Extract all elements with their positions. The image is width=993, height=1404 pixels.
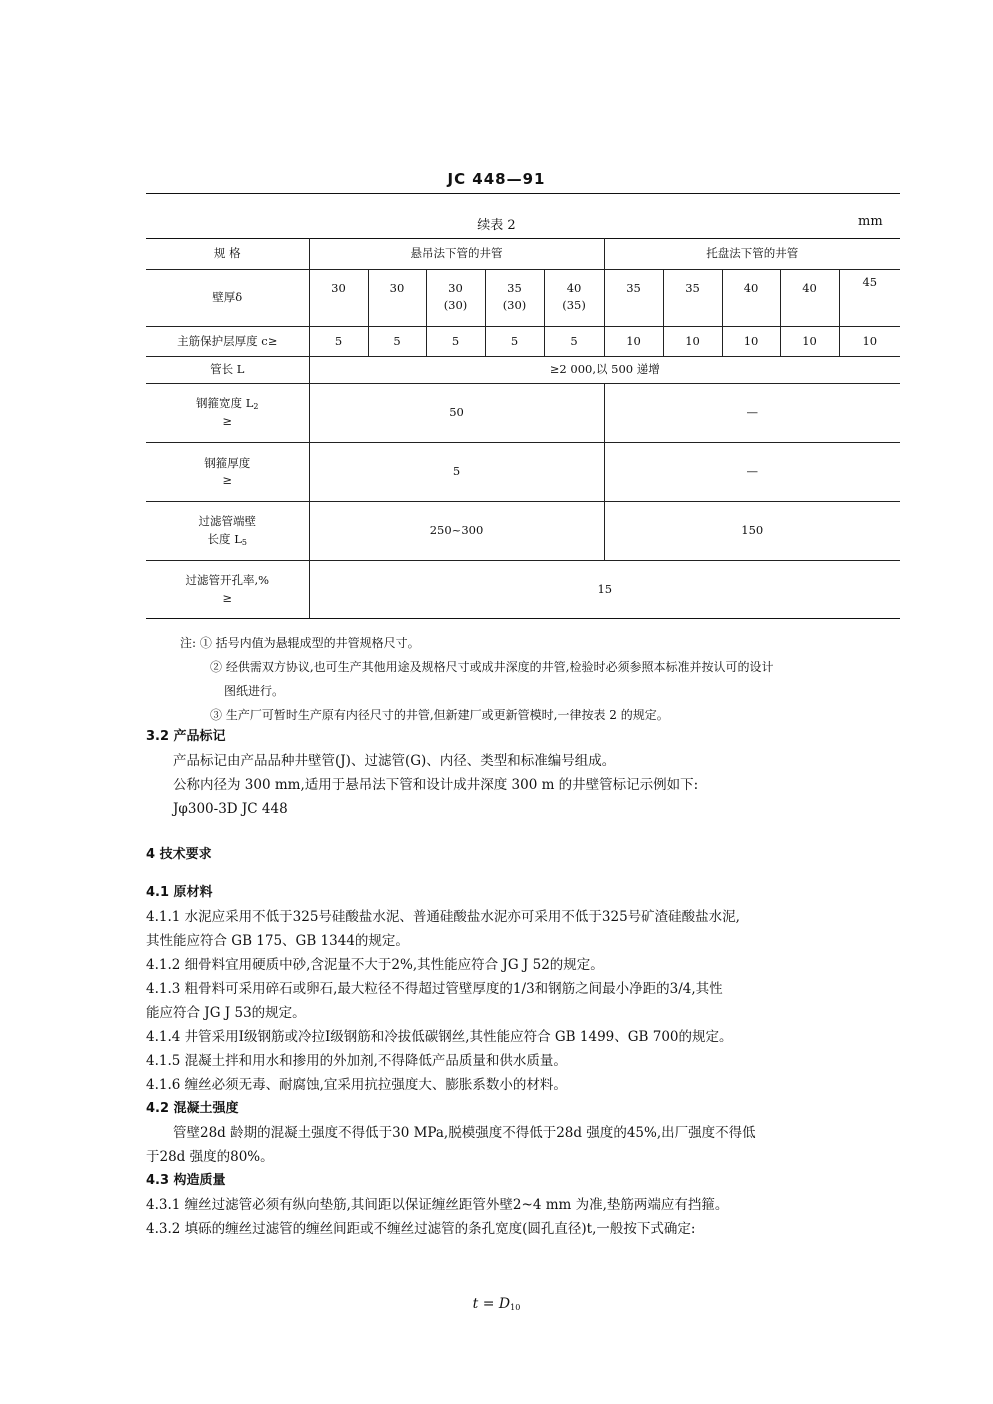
- header-group-tray: 托盘法下管的井管: [604, 239, 900, 270]
- table-cell: 40: [780, 270, 839, 327]
- table-cell: 30: [368, 270, 426, 327]
- paragraph: 管壁28d 龄期的混凝土强度不得低于30 MPa,脱模强度不得低于28d 强度的45%,出厂强度不得低: [173, 1125, 756, 1141]
- clause-4-3-1: 4.3.1 缠丝过滤管必须有纵向垫筋,其间距以保证缠丝距管外壁2~4 mm 为准,垫筋两端应有挡箍。: [146, 1197, 729, 1213]
- section-4-1: [146, 881, 906, 1241]
- bracket-value: (30): [502, 298, 527, 313]
- row-label-filter-end: 过滤管端壁 长度 $L_5$: [146, 502, 309, 561]
- clause-4-1-3: 4.1.3 粗骨料可采用碎石或卵石,最大粒径不得超过管壁厚度的1/3和钢筋之间最小净距的3/4,其性: [146, 981, 723, 997]
- table-cell: 150: [604, 502, 900, 561]
- note-1: 注: ① 括号内值为悬辊成型的井管规格尺寸。: [180, 636, 420, 650]
- table-row-length: [146, 357, 900, 384]
- row-label-cover: 主筋保护层厚度 c≥: [146, 327, 309, 357]
- row-label-length: 管长 L: [146, 357, 309, 384]
- clause-4-1-1: 4.1.1 水泥应采用不低于325号硅酸盐水泥、普通硅酸盐水泥亦可采用不低于325号矿渣硅酸盐水泥,: [146, 909, 740, 925]
- table-cell: 10: [780, 327, 839, 357]
- table-unit: mm: [858, 214, 883, 229]
- note-2-continued: 图纸进行。: [224, 684, 285, 698]
- clause-4-1-6: 4.1.6 缠丝必须无毒、耐腐蚀,宜采用抗拉强度大、膨胀系数小的材料。: [146, 1077, 567, 1093]
- table-cell: 45: [839, 270, 900, 327]
- row-label-hoop-width: 钢箍宽度 $L_2$ ≥: [146, 384, 309, 443]
- note-3: ③ 生产厂可暂时生产原有内径尺寸的井管,但新建厂或更新管模时,一律按表 2 的规定。: [210, 708, 669, 722]
- table-cell: 35: [663, 270, 722, 327]
- formula: $t = D_{10}$: [472, 1296, 521, 1312]
- table-caption: 续表 2: [477, 218, 516, 233]
- marking-example: Jφ300-3D JC 448: [173, 801, 288, 817]
- section-heading: 4.3 构造质量: [146, 1173, 226, 1188]
- table-row-cover: [146, 327, 900, 357]
- bracket-value: (30): [443, 298, 468, 313]
- table-cell: 5: [368, 327, 426, 357]
- table-cell: 10: [663, 327, 722, 357]
- table-header-row: [146, 239, 900, 270]
- table-cell: 40 (35): [544, 270, 604, 327]
- clause-4-1-4: 4.1.4 井管采用Ⅰ级钢筋或冷拉Ⅰ级钢筋和冷拔低碳钢丝,其性能应符合 GB 1499、GB 700的规定。: [146, 1029, 733, 1045]
- section-heading: 4 技术要求: [146, 847, 212, 862]
- table-cell: ≥2 000,以 500 递增: [309, 357, 900, 384]
- paragraph: 公称内径为 300 mm,适用于悬吊法下管和设计成井深度 300 m 的井壁管标记示例如下:: [173, 777, 699, 793]
- table-cell: —: [604, 384, 900, 443]
- table-cell: 5: [309, 327, 368, 357]
- clause-4-1-5: 4.1.5 混凝土拌和用水和掺用的外加剂,不得降低产品质量和供水质量。: [146, 1053, 567, 1069]
- table-cell: 50: [309, 384, 604, 443]
- table-cell: 5: [426, 327, 485, 357]
- table-cell: 15: [309, 561, 900, 619]
- table-row-wall-thickness: [146, 270, 900, 327]
- table-row-open-rate: [146, 561, 900, 619]
- row-label-open-rate: 过滤管开孔率,% ≥: [146, 561, 309, 619]
- table-cell: 5: [485, 327, 544, 357]
- table-cell: 40: [722, 270, 780, 327]
- table-row-hoop-thickness: [146, 443, 900, 502]
- bracket-value: (35): [562, 298, 586, 313]
- note-2: ② 经供需双方协议,也可生产其他用途及规格尺寸或成井深度的井管,检验时必须参照本标准并按认可的设计: [210, 660, 774, 674]
- section-4: [146, 843, 906, 867]
- table-row-hoop-width: [146, 384, 900, 443]
- paragraph: 产品标记由产品品种井壁管(J)、过滤管(G)、内径、类型和标准编号组成。: [173, 753, 616, 769]
- section-3-2: [146, 725, 906, 821]
- table-cell: 35 (30): [485, 270, 544, 327]
- clause-4-1-3-continued: 能应符合 JG J 53的规定。: [146, 1005, 306, 1021]
- clause-4-1-1-continued: 其性能应符合 GB 175、GB 1344的规定。: [146, 933, 409, 949]
- table-cell: 10: [722, 327, 780, 357]
- table-notes: [180, 631, 905, 727]
- clause-4-1-2: 4.1.2 细骨料宜用硬质中砂,含泥量不大于2%,其性能应符合 JG J 52的规定。: [146, 957, 604, 973]
- row-label-wall-thickness: 壁厚δ: [146, 270, 309, 327]
- section-heading: 3.2 产品标记: [146, 729, 226, 744]
- table-cell: 5: [544, 327, 604, 357]
- row-label-hoop-thickness: 钢箍厚度 ≥: [146, 443, 309, 502]
- standard-code-header: JC 448—91: [447, 170, 546, 188]
- table-cell: 5: [309, 443, 604, 502]
- table-cell: —: [604, 443, 900, 502]
- table-cell: 30 (30): [426, 270, 485, 327]
- header-rule: [146, 193, 900, 194]
- table-cell: 250~300: [309, 502, 604, 561]
- table-cell: 10: [839, 327, 900, 357]
- section-heading: 4.2 混凝土强度: [146, 1101, 239, 1116]
- table-cell: 35: [604, 270, 663, 327]
- table-row-filter-end: [146, 502, 900, 561]
- clause-4-3-2: 4.3.2 填砾的缠丝过滤管的缠丝间距或不缠丝过滤管的条孔宽度(圆孔直径)t,一般按下式确定:: [146, 1221, 696, 1237]
- header-group-suspended: 悬吊法下管的井管: [309, 239, 604, 270]
- header-spec: 规 格: [146, 239, 309, 270]
- table-cell: 10: [604, 327, 663, 357]
- table-cell: 30: [309, 270, 368, 327]
- section-heading: 4.1 原材料: [146, 885, 213, 900]
- paragraph-continued: 于28d 强度的80%。: [146, 1149, 274, 1165]
- specification-table: [146, 238, 900, 619]
